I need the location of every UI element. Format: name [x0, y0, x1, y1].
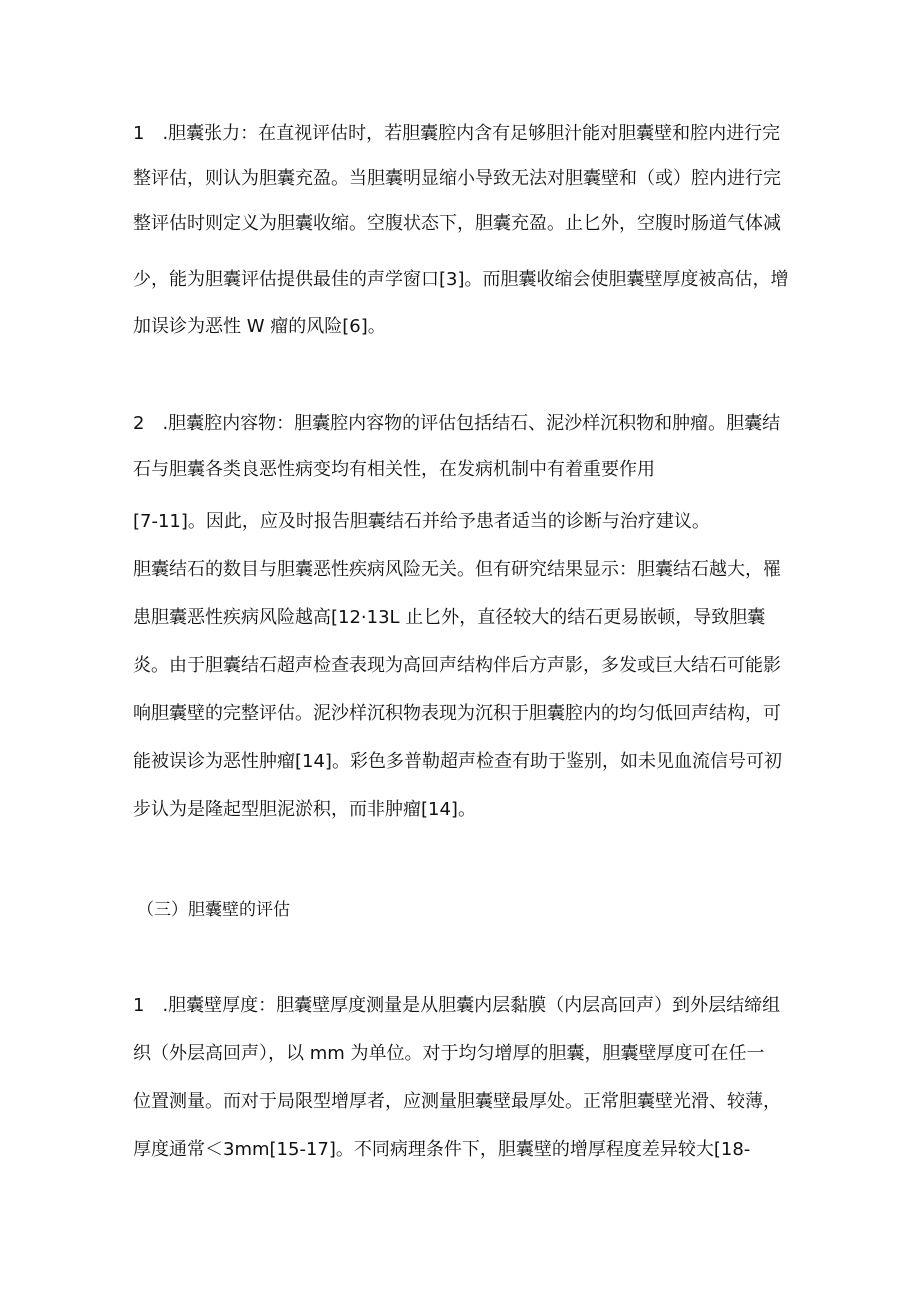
- text-line: 石与胆囊各类良恶性病变均有相关性，在发病机制中有着重要作用: [133, 459, 655, 480]
- text-line: 响胆囊壁的完整评估。泥沙样沉积物表现为沉积于胆囊腔内的均匀低回声结构，可: [133, 703, 781, 724]
- text-line: 1 .胆囊张力：在直视评估时，若胆囊腔内含有足够胆汁能对胆囊壁和腔内进行完: [133, 123, 781, 144]
- text-line: [7-11]。因此，应及时报告胆囊结石并给予患者适当的诊断与治疗建议。: [133, 511, 710, 532]
- text-line: 少，能为胆囊评估提供最佳的声学窗口[3]。而胆囊收缩会使胆囊壁厚度被高估，增: [133, 269, 789, 290]
- text-line: 厚度通常＜3mm[15-17]。不同病理条件下，胆囊壁的增厚程度差异较大[18-: [133, 1139, 751, 1160]
- text-line: 步认为是隆起型胆泥淤积，而非肿瘤[14]。: [133, 799, 476, 820]
- text-line: 整评估时则定义为胆囊收缩。空腹状态下，胆囊充盈。止匕外，空腹时肠道气体减: [133, 213, 781, 234]
- section-heading: （三）胆囊壁的评估: [137, 900, 290, 920]
- text-line: 炎。由于胆囊结石超声检查表现为高回声结构伴后方声影，多发或巨大结石可能影: [133, 655, 781, 676]
- text-line: 加误诊为恶性 W 瘤的风险[6]。: [133, 316, 386, 337]
- text-line: 位置测量。而对于局限型增厚者，应测量胆囊壁最厚处。正常胆囊壁光滑、较薄，: [133, 1091, 781, 1112]
- text-line: 整评估，则认为胆囊充盈。当胆囊明显缩小导致无法对胆囊壁和（或）腔内进行完: [133, 168, 781, 189]
- text-line: 能被误诊为恶性肿瘤[14]。彩色多普勒超声检查有助于鉴别，如未见血流信号可初: [133, 751, 782, 772]
- text-line: 患胆囊恶性疾病风险越高[12·13L 止匕外，直径较大的结石更易嵌顿，导致胆囊: [133, 607, 766, 628]
- text-line: 1 .胆囊壁厚度：胆囊壁厚度测量是从胆囊内层黏膜（内层高回声）到外层结缔组: [133, 995, 781, 1016]
- text-line: 胆囊结石的数目与胆囊恶性疾病风险无关。但有研究结果显示：胆囊结石越大，罹: [133, 559, 781, 580]
- text-line: 2 .胆囊腔内容物：胆囊腔内容物的评估包括结石、泥沙样沉积物和肿瘤。胆囊结: [133, 413, 781, 434]
- text-line: 织（外层高回声），以 mm 为单位。对于均匀增厚的胆囊，胆囊壁厚度可在任一: [133, 1043, 765, 1064]
